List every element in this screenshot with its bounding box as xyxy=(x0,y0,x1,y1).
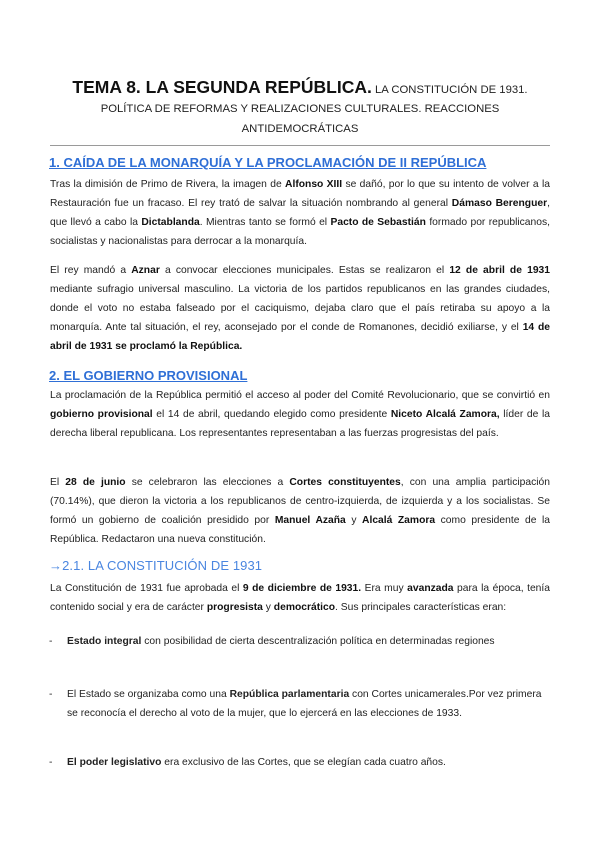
title-sub: LA CONSTITUCIÓN DE 1931. xyxy=(371,84,528,96)
section-1-paragraph-2: El rey mandó a Aznar a convocar elecciones municipales. Estas se realizaron el 12 de abril de 1931 mediante sufragio universal masculino. La victoria de los partidos republicanos en las grandes ciudades, donde el voto no estaba falseado por el caciquismo, dejaba claro que el país retiraba su apoyo a la monarquía. Ante tal situación, el rey, aconsejado por el conde de Romanones, decidió exiliarse, y el 14 de abril de 1931 se proclamó la República. xyxy=(50,265,550,352)
section-1-heading: 1. CAÍDA DE LA MONARQUÍA Y LA PROCLAMACIÓN DE II REPÚBLICA xyxy=(49,155,487,170)
list-item: - Estado integral con posibilidad de cierta descentralización política en determinadas regiones xyxy=(49,636,495,647)
section-2-heading: 2. EL GOBIERNO PROVISIONAL xyxy=(49,368,248,383)
list-item: - El Estado se organizaba como una República parlamentaria con Cortes unicamerales.Por vez primera se reconocía el derecho al voto de la mujer, que lo ejercerá en las elecciones de 1933. xyxy=(49,689,542,719)
section-2-paragraph-2: El 28 de junio se celebraron las elecciones a Cortes constituyentes, con una amplia participación (70.14%), que dieron la victoria a los republicanos de centro-izquierda, de izquierda y a los socialistas. Se formó un gobierno de coalición presidido por Manuel Azaña y Alcalá Zamora como presidente de la República. Redactaron una nueva constitución. xyxy=(50,477,550,545)
subsection-2-1-paragraph: La Constitución de 1931 fue aprobada el 9 de diciembre de 1931. Era muy avanzada para la época, tenía contenido social y era de carácter progresista y democrático. Sus principales características eran: xyxy=(50,583,550,613)
title-main: TEMA 8. LA SEGUNDA REPÚBLICA. xyxy=(72,77,372,97)
title-line-2: POLÍTICA DE REFORMAS Y REALIZACIONES CULTURALES. REACCIONES xyxy=(100,103,500,115)
section-2-paragraph-1: La proclamación de la República permitió el acceso al poder del Comité Revolucionario, que se convirtió en gobierno provisional el 14 de abril, quedando elegido como presidente Niceto Alcalá Zamora, líder de la derecha liberal republicana. Los representantes representaban a las fuerzas progresistas del país. xyxy=(50,390,550,439)
list-item: - El poder legislativo era exclusivo de las Cortes, que se elegían cada cuatro años. xyxy=(49,757,446,768)
section-1-paragraph-1: Tras la dimisión de Primo de Rivera, la imagen de Alfonso XIII se dañó, por lo que su intento de volver a la Restauración fue un fracaso. El rey trató de salvar la situación nombrando al general Dámaso Berenguer, que llevó a cabo la Dictablanda. Mientras tanto se formó el Pacto de Sebastián formado por republicanos, socialistas y nacionalistas para derrocar a la monarquía. xyxy=(50,179,550,247)
title-divider xyxy=(50,145,550,146)
subsection-2-1-heading: →2.1. LA CONSTITUCIÓN DE 1931 xyxy=(49,558,263,573)
document-title xyxy=(40,78,560,139)
title-line-3: ANTIDEMOCRÁTICAS xyxy=(241,123,359,135)
